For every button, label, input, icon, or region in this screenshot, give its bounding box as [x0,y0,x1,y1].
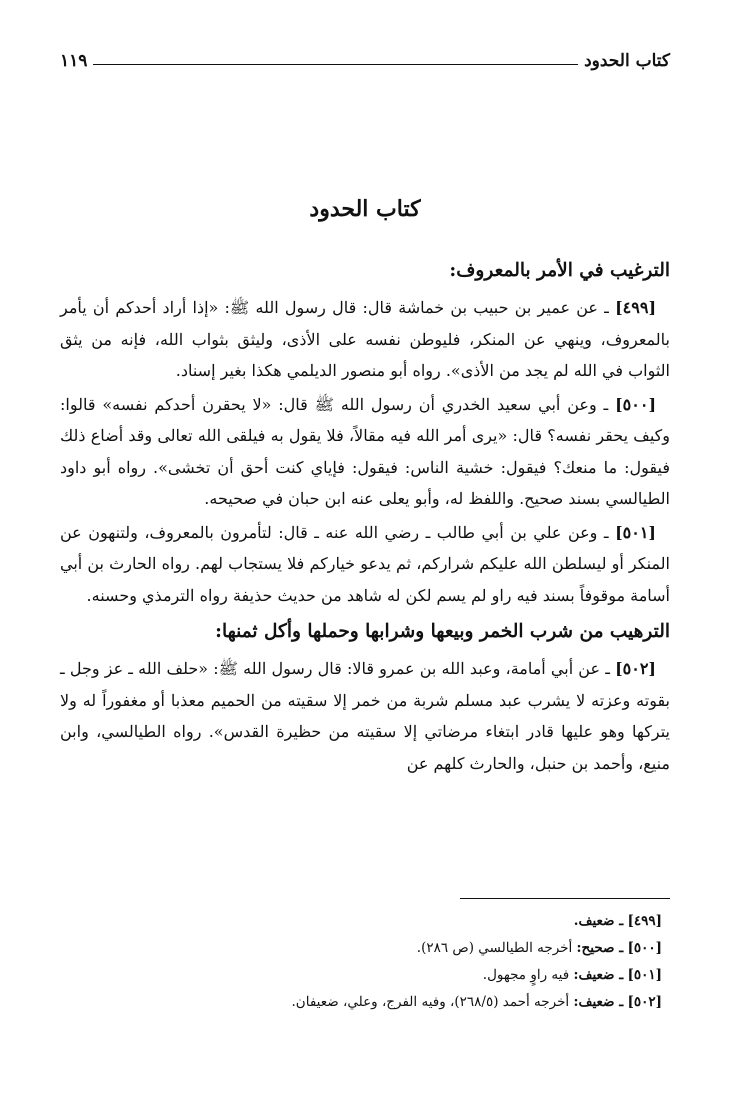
section-heading: الترغيب في الأمر بالمعروف: [449,260,670,281]
running-header-title: كتاب الحدود [584,51,670,71]
hadith-number: [٥٠١] [615,522,656,542]
header-rule [93,64,578,65]
footnote-separator [460,898,670,899]
hadith-text: ـ وعن أبي سعيد الخدري أن رسول الله ﷺ قال: «لا يحقرن أحدكم نفسه» قالوا: وكيف يحقر نفسه؟ قال: «يرى أمر الله فيه مقالاً، فلا يقول به فيلقى الله تعالى وقد أضاع ذلك فيقول: ما منعك؟ فيقول: خشية الناس: فيقول: فإياي كنت أحق أن تخشى». رواه أبو داود الطيالسي بسند صحيح. واللفظ له، وأبو يعلى عنه ابن حبان في صحيحه. [60,394,670,508]
hadith-number: [٥٠٠] [615,394,657,414]
footnote-grade: ـ ضعيف. [573,913,624,929]
footnote-number: [٤٩٩] [627,913,662,929]
footnote [60,989,662,1016]
hadith-entry [60,292,670,387]
footnote [60,908,662,935]
main-text [60,250,670,781]
section-wine-prohibition [60,617,670,779]
footnote-note: أخرجه الطيالسي (ص ٢٨٦). [416,940,573,956]
footnote-grade: ـ ضعيف: [573,994,624,1010]
footnotes [60,908,670,1016]
hadith-number: [٤٩٩] [615,298,657,317]
footnote-number: [٥٠١] [627,967,662,983]
footnote-grade: ـ صحيح: [576,940,624,956]
book-title: كتاب الحدود [309,196,421,222]
footnote-note: أخرجه أحمد (٢٦٨/٥)، وفيه الفرج، وعلي، ضعيفان. [291,994,570,1010]
hadith-entry [60,517,670,612]
hadith-text: ـ وعن علي بن أبي طالب ـ رضي الله عنه ـ قال: لتأمرون بالمعروف، ولتنهون عن المنكر أو ليسلطن الله عليكم شراركم، ثم يدعو خياركم فلا يستجاب لهم. رواه الحارث بن أبي أسامة موقوفاً بسند فيه راو لم يسم لكن له شاهد من حديث حذيفة رواه الترمذي وحسنه. [60,522,670,605]
footnote-number: [٥٠٠] [627,940,662,956]
footnote [60,962,662,989]
hadith-text: ـ عن أبي أمامة، وعبد الله بن عمرو قالا: قال رسول الله ﷺ: «حلف الله ـ عز وجل ـ بقوته وعزته لا يشرب عبد مسلم شربة من خمر إلا سقيته من الحميم معذبا أو مغفوراً له ولا يتركها وهو عليها قادر ابتغاء مرضاتي إلا سقيته من حظيرة القدس». رواه الطيالسي، وابن منيع، وأحمد بن حنبل، والحارث كلهم عن [60,659,671,773]
hadith-entry [60,653,670,779]
section-heading: الترهيب من شرب الخمر وبيعها وشرابها وحملها وأكل ثمنها: [215,621,670,642]
footnote-note: فيه راوٍ مجهول. [482,967,570,983]
hadith-entry [60,389,670,515]
footnote-grade: ـ ضعيف: [573,967,624,983]
hadith-text: ـ عن عمير بن حبيب بن خماشة قال: قال رسول الله ﷺ: «إذا أراد أحدكم أن يأمر بالمعروف، وينهي عن المنكر، فليوطن نفسه على الأذى، وليثق بثواب الله، فإنه من يثق الثواب في الله لم يجد من الأذى». رواه أبو منصور الديلمي هكذا بغير إسناد. [60,298,670,380]
footnote-number: [٥٠٢] [627,994,662,1010]
running-header [60,44,670,78]
section-enjoining-good [60,256,670,611]
hadith-number: [٥٠٢] [615,659,656,678]
footnote [60,935,662,962]
page-number: ١١٩ [60,51,88,71]
